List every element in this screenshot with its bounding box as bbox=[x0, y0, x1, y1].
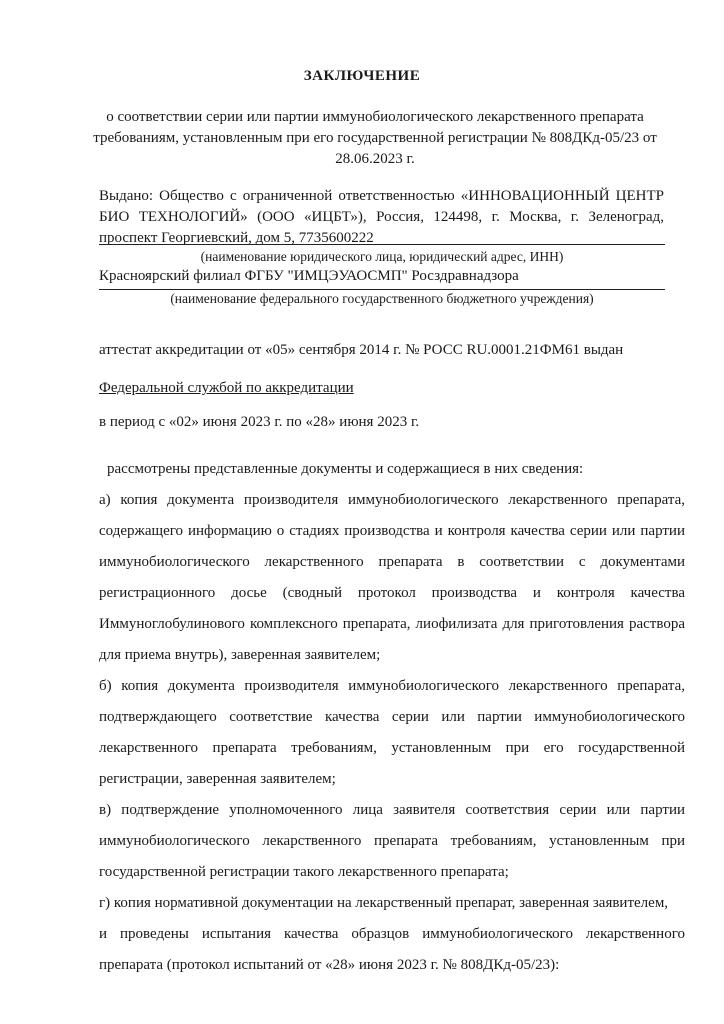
branch-caption: (наименование федерального государственного бюджетного учреждения) bbox=[170, 291, 594, 306]
accreditation-issuer: Федеральной службой по аккредитации bbox=[99, 380, 354, 396]
divider-line bbox=[99, 289, 665, 290]
item-a: а) копия документа производителя иммунобиологического лекарственного препарата, содержащего информацию о стадиях производства и контроля качества серии или партии иммунобиологического лекарственного препарата в соответствии с документами регистрационного досье (сводный протокол производства и контроля качества Иммуноглобулинового комплексного препарата, лиофилизата для приготовления раствора для приема внутрь), заверенная заявителем; bbox=[99, 492, 685, 663]
tests-paragraph: и проведены испытания качества образцов иммунобиологического лекарственного препарата (протокол испытаний от «28» июня 2023 г. № 808ДКд-05/23): bbox=[99, 926, 685, 973]
document-body bbox=[99, 454, 685, 981]
document-title: ЗАКЛЮЧЕНИЕ bbox=[303, 68, 421, 84]
item-b: б) копия документа производителя иммунобиологического лекарственного препарата, подтверждающего соответствие качества серии или партии иммунобиологического лекарственного препарата требованиям, установленным при его государственной регистрации, заверенная заявителем; bbox=[99, 678, 685, 787]
body-intro: рассмотрены представленные документы и содержащиеся в них сведения: bbox=[107, 461, 584, 477]
issued-to-caption: (наименование юридического лица, юридический адрес, ИНН) bbox=[200, 249, 564, 264]
item-v: в) подтверждение уполномоченного лица заявителя соответствия серии или партии иммунобиологического лекарственного препарата требованиям, установленным при государственной регистрации такого лекарственного препарата; bbox=[99, 802, 685, 880]
period-line: в период с «02» июня 2023 г. по «28» июня 2023 г. bbox=[99, 414, 420, 430]
accreditation-line: аттестат аккредитации от «05» сентября 2014 г. № РОСС RU.0001.21ФМ61 выдан bbox=[99, 342, 624, 358]
item-g: г) копия нормативной документации на лекарственный препарат, заверенная заявителем, bbox=[99, 895, 669, 911]
divider-line bbox=[99, 244, 665, 245]
document-subtitle: о соответствии серии или партии иммунобиологического лекарственного препарата требованиям, установленным при его государственной регистрации № 808ДКд-05/23 от 28.06.2023 г. bbox=[93, 109, 657, 167]
branch-name: Красноярский филиал ФГБУ "ИМЦЭУАОСМП" Росздравнадзора bbox=[99, 268, 519, 284]
issued-to: Выдано: Общество с ограниченной ответственностью «ИННОВАЦИОННЫЙ ЦЕНТР БИО ТЕХНОЛОГИЙ» (ООО «ИЦБТ»), Россия, 124498, г. Москва, г. Зеленоград, проспект Георгиевский, дом 5, 7735600222 bbox=[99, 188, 664, 246]
